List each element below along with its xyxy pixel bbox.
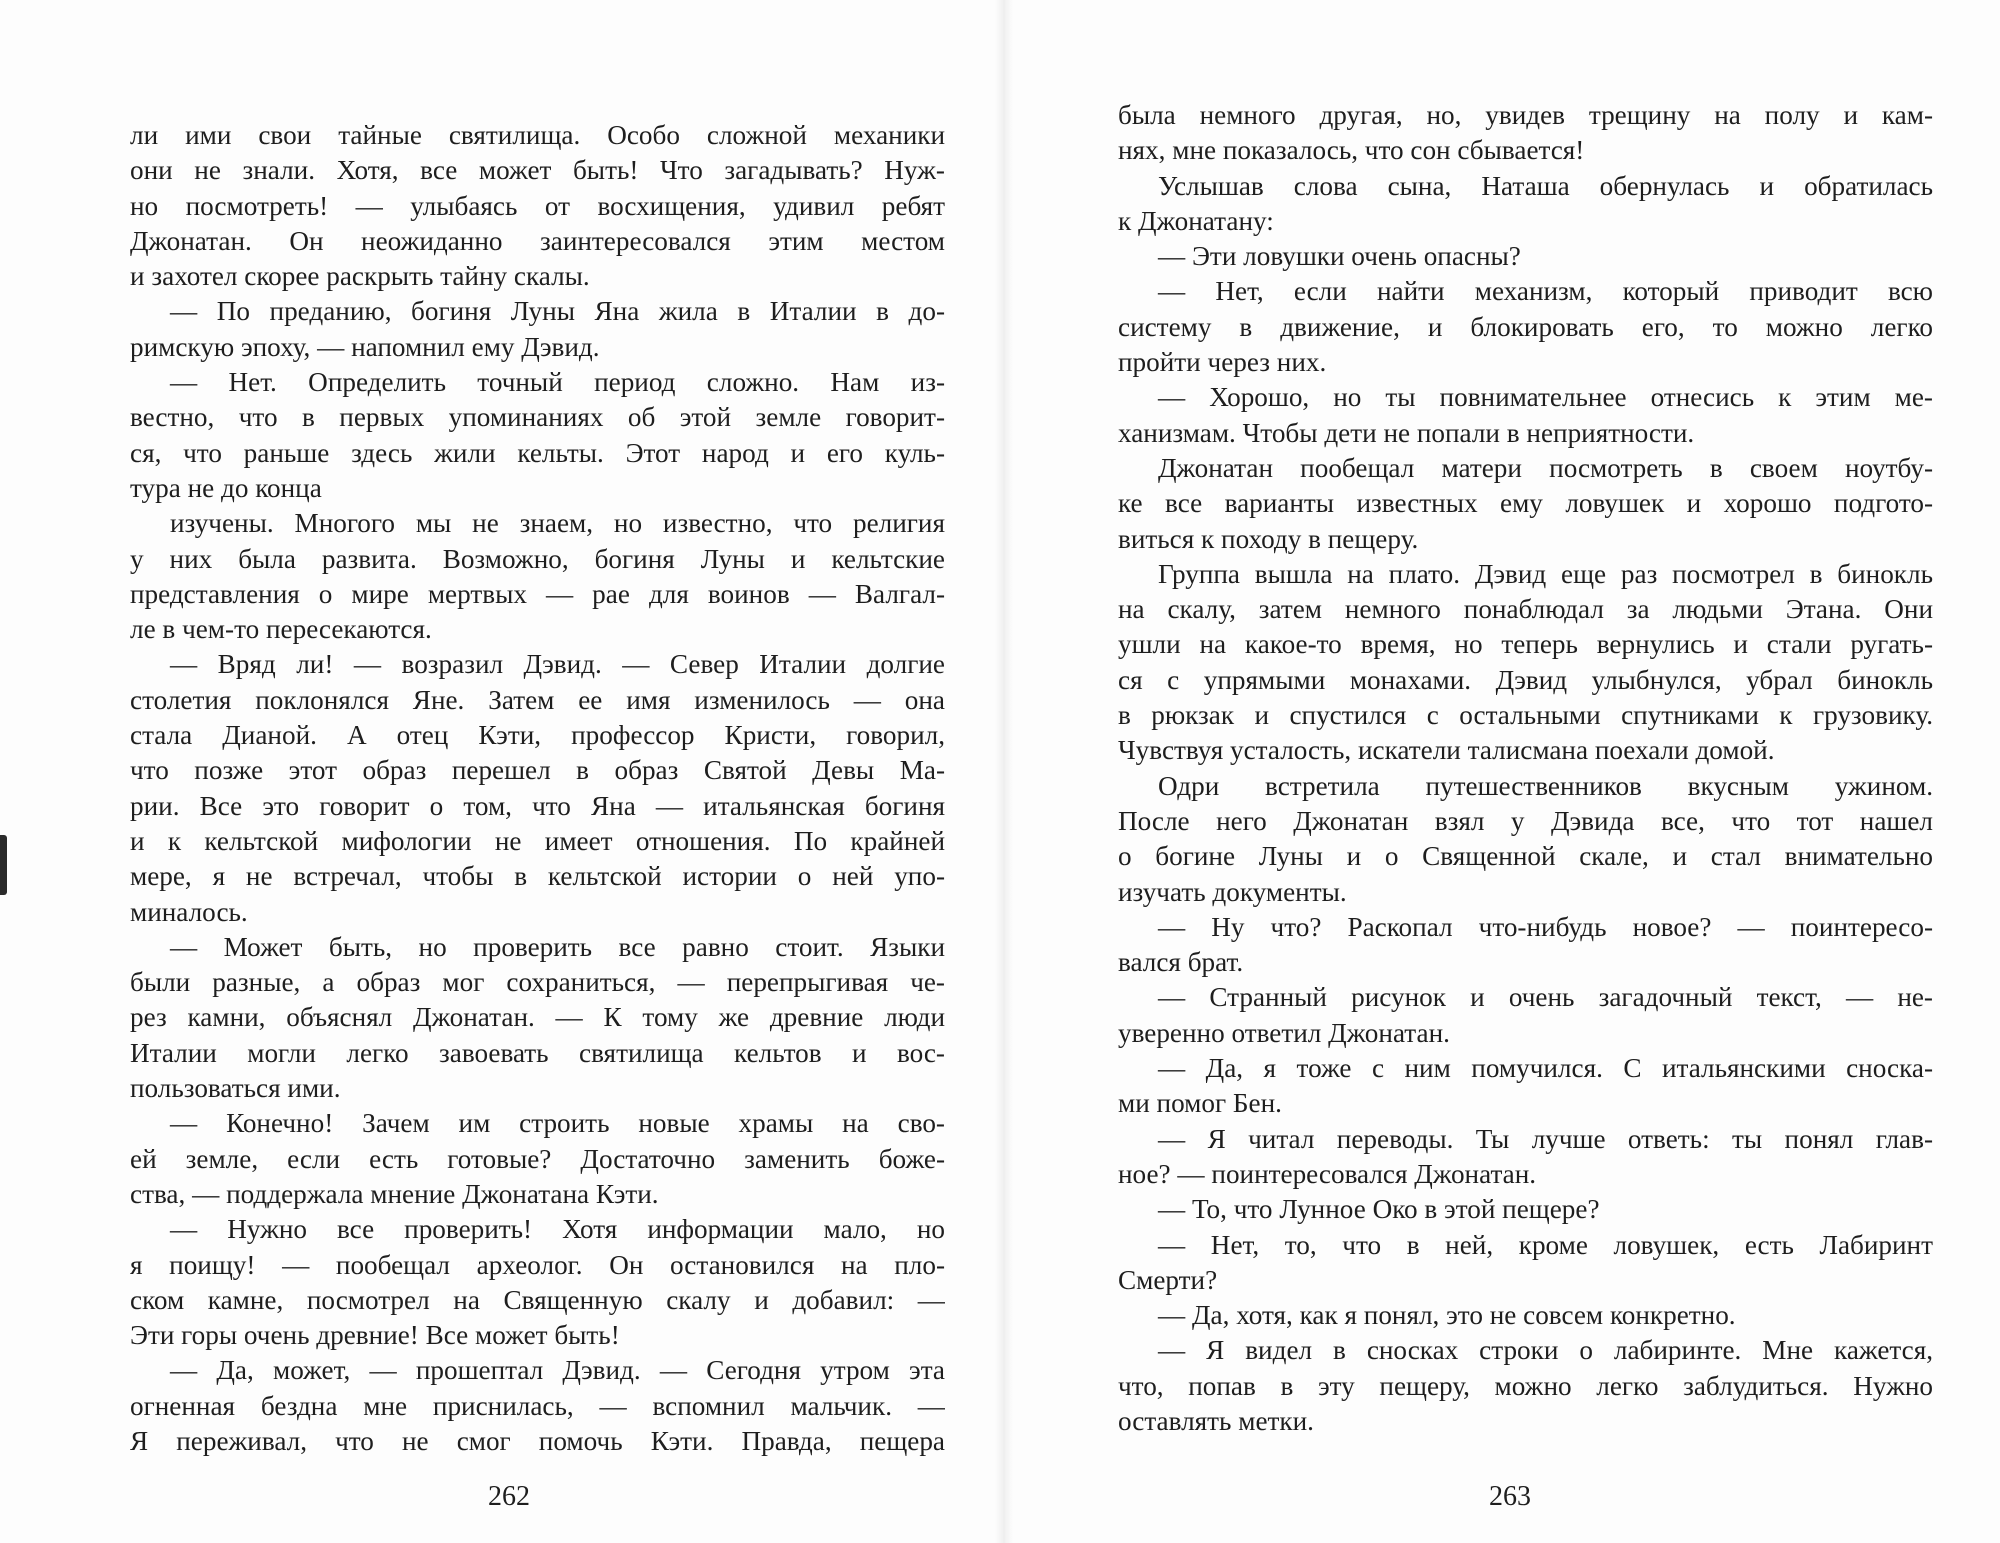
text-line: римскую эпоху, — напомнил ему Дэвид. [130, 331, 600, 362]
text-line: — Да, может, — прошептал Дэвид. — Сегодня утром эта [170, 1355, 945, 1386]
left-page-text [130, 118, 945, 1459]
text-line: но посмотреть! — улыбаясь от восхищения, удивил ребят [130, 190, 945, 221]
text-line: Я переживал, что не смог помочь Кэти. Правда, пещера [130, 1425, 945, 1456]
text-line: уверенно ответил Джонатан. [1118, 1017, 1450, 1048]
text-line: изучены. Многого мы не знаем, но известно, что религия [170, 508, 945, 539]
text-line: — Нужно все проверить! Хотя информации мало, но [170, 1214, 945, 1245]
text-line: о богине Луны и о Священной скале, и стал внимательно [1118, 841, 1933, 872]
text-line: мере, я не встречал, чтобы в кельтской истории о ней упо- [130, 861, 945, 892]
text-line: ушли на какое-то время, но теперь вернулись и стали ругать- [1118, 629, 1933, 660]
text-line: Одри встретила путешественников вкусным ужином. [1158, 770, 1933, 801]
text-line: нях, мне показалось, что сон сбывается! [1118, 135, 1585, 166]
text-line: ском камне, посмотрел на Священную скалу и добавил: — [130, 1284, 945, 1315]
text-line: После него Джонатан взял у Дэвида все, что тот нашел [1118, 805, 1933, 836]
left-page-number: 262 [488, 1481, 530, 1512]
text-line: — Эти ловушки очень опасны? [1158, 241, 1521, 272]
text-line: к Джонатану: [1118, 205, 1274, 236]
text-line: — Я видел в сносках строки о лабиринте. Мне кажется, [1158, 1335, 1933, 1366]
text-line: ми помог Бен. [1118, 1088, 1282, 1119]
text-line: ное? — поинтересовался Джонатан. [1118, 1158, 1537, 1189]
text-line: — Хорошо, но ты повнимательнее отнесись к этим ме- [1158, 382, 1933, 413]
text-line: ся, что раньше здесь жили кельты. Этот народ и его куль- [130, 437, 945, 468]
text-line: — Нет. Определить точный период сложно. Нам из- [170, 367, 945, 398]
text-line: огненная бездна мне приснилась, — вспомнил мальчик. — [130, 1390, 945, 1421]
text-line: виться к походу в пещеру. [1118, 523, 1419, 554]
text-line: вался брат. [1118, 947, 1244, 978]
text-line: столетия поклонялся Яне. Затем ее имя изменилось — она [130, 684, 945, 715]
text-line: ли ими свои тайные святилища. Особо сложной механики [130, 120, 945, 150]
text-line: — Да, хотя, как я понял, это не совсем конкретно. [1158, 1300, 1736, 1331]
right-page-number: 263 [1489, 1481, 1531, 1512]
text-line: Услышав слова сына, Наташа обернулась и обратилась [1158, 170, 1933, 201]
text-line: — Вряд ли! — возразил Дэвид. — Север Италии долгие [170, 649, 945, 680]
text-line: ей земле, если есть готовые? Достаточно заменить боже- [130, 1143, 945, 1174]
text-line: систему в движение, и блокировать его, то можно легко [1118, 311, 1933, 342]
text-line: — Ну что? Раскопал что-нибудь новое? — поинтересо- [1158, 911, 1933, 942]
text-line: Смерти? [1118, 1264, 1218, 1295]
text-line: рии. Все это говорит о том, что Яна — итальянская богиня [130, 790, 945, 821]
text-line: пройти через них. [1118, 347, 1327, 378]
text-line: что, попав в эту пещеру, можно легко заблудиться. Нужно [1118, 1370, 1933, 1401]
text-line: и к кельтской мифологии не имеет отношения. По крайней [130, 825, 945, 856]
text-line: и захотел скорее раскрыть тайну скалы. [130, 261, 590, 292]
text-line: пользоваться ими. [130, 1073, 341, 1104]
text-line: ханизмам. Чтобы дети не попали в неприятности. [1118, 417, 1695, 448]
right-page-text [1118, 98, 1933, 1439]
text-line: — Может быть, но проверить все равно стоит. Языки [170, 931, 945, 962]
text-line: у них была развита. Возможно, богиня Луны и кельтские [130, 543, 945, 574]
text-line: — Да, я тоже с ним помучился. С итальянскими сноска- [1158, 1053, 1933, 1084]
text-line: — По преданию, богиня Луны Яна жила в Италии в до- [170, 296, 945, 327]
text-line: изучать документы. [1118, 876, 1347, 907]
text-line: вестно, что в первых упоминаниях об этой земле говорит- [130, 402, 945, 433]
text-line: я поищу! — пообещал археолог. Он остановился на пло- [130, 1249, 945, 1280]
book-gutter [995, 0, 1013, 1543]
text-line: Италии могли легко завоевать святилища кельтов и вос- [130, 1037, 945, 1068]
text-line: ства, — поддержала мнение Джонатана Кэти. [130, 1178, 659, 1209]
page-edge-mark [0, 835, 7, 895]
text-line: они не знали. Хотя, все может быть! Что загадывать? Нуж- [130, 155, 945, 186]
text-line: была немного другая, но, увидев трещину на полу и кам- [1118, 100, 1933, 130]
text-line: Чувствуя усталость, искатели талисмана поехали домой. [1118, 735, 1775, 766]
text-line: что позже этот образ перешел в образ Святой Девы Ма- [130, 755, 945, 786]
text-line: — Нет, то, что в ней, кроме ловушек, есть Лабиринт [1158, 1229, 1933, 1260]
text-line: оставлять метки. [1118, 1405, 1314, 1436]
text-line: ле в чем-то пересекаются. [130, 614, 432, 645]
text-line: — Конечно! Зачем им строить новые храмы на сво- [170, 1108, 945, 1139]
text-line: Джонатан пообещал матери посмотреть в своем ноутбу- [1158, 452, 1933, 483]
text-line: — То, что Лунное Око в этой пещере? [1158, 1194, 1600, 1225]
text-line: ке все варианты известных ему ловушек и хорошо подгото- [1118, 488, 1933, 519]
text-line: — Нет, если найти механизм, который приводит всю [1158, 276, 1933, 307]
text-line: Эти горы очень древние! Все может быть! [130, 1320, 620, 1351]
text-line: на скалу, затем немного понаблюдал за людьми Этана. Они [1118, 594, 1933, 625]
text-line: стала Дианой. А отец Кэти, профессор Кристи, говорил, [130, 720, 945, 751]
text-line: в рюкзак и спустился с остальными спутниками к грузовику. [1118, 700, 1933, 731]
text-line: — Странный рисунок и очень загадочный текст, — не- [1158, 982, 1933, 1013]
text-line: Джонатан. Он неожиданно заинтересовался этим местом [130, 225, 945, 256]
text-line: рез камни, объяснял Джонатан. — К тому же древние люди [130, 1002, 945, 1033]
text-line: тура не до конца [130, 472, 322, 503]
text-line: миналось. [130, 896, 248, 927]
text-line: ся с упрямыми монахами. Дэвид улыбнулся, убрал бинокль [1118, 664, 1933, 695]
text-line: представления о мире мертвых — рае для воинов — Валгал- [130, 578, 945, 609]
text-line: Группа вышла на плато. Дэвид еще раз посмотрел в бинокль [1158, 558, 1933, 589]
text-line: — Я читал переводы. Ты лучше ответь: ты понял глав- [1158, 1123, 1933, 1154]
text-line: были разные, а образ мог сохраниться, — перепрыгивая че- [130, 967, 945, 998]
